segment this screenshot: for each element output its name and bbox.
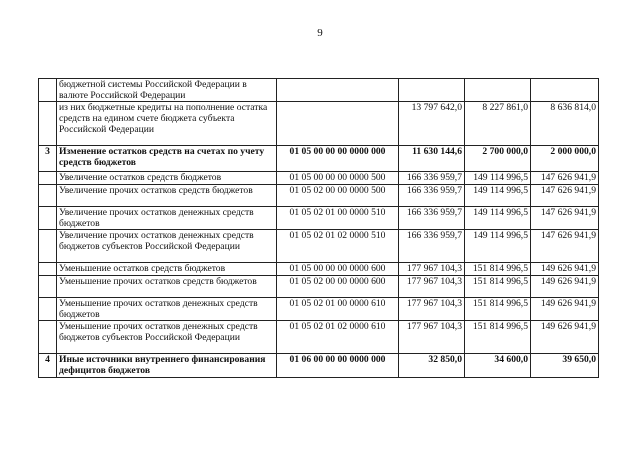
value-year2-cell: 151 814 996,5 [465,276,531,298]
budget-code-cell: 01 06 00 00 00 0000 000 [277,354,399,378]
value-year3-cell: 149 626 941,9 [531,276,599,298]
row-number-cell [39,102,57,146]
value-year1-cell: 166 336 959,7 [399,172,465,185]
value-year1-cell: 166 336 959,7 [399,230,465,263]
budget-code-cell: 01 05 02 00 00 0000 500 [277,185,399,207]
value-year1-cell: 177 967 104,3 [399,298,465,321]
page-number: 9 [317,27,323,39]
row-number-cell [39,321,57,354]
value-year3-cell: 147 626 941,9 [531,185,599,207]
table-row [39,298,599,321]
value-year2-cell: 151 814 996,5 [465,263,531,276]
row-name-cell: Увеличение прочих остатков денежных средств бюджетов субъектов Российской Федерации [57,230,277,263]
value-year3-cell: 147 626 941,9 [531,207,599,230]
value-year3-cell: 149 626 941,9 [531,263,599,276]
value-year1-cell: 166 336 959,7 [399,207,465,230]
table-row [39,354,599,378]
row-number-cell: 3 [39,146,57,172]
value-year3-cell: 149 626 941,9 [531,298,599,321]
row-name-cell: Увеличение остатков средств бюджетов [57,172,277,185]
row-name-cell: Увеличение прочих остатков средств бюджетов [57,185,277,207]
table-row [39,79,599,102]
value-year2-cell: 34 600,0 [465,354,531,378]
budget-code-cell: 01 05 00 00 00 0000 000 [277,146,399,172]
table-row [39,263,599,276]
table-row [39,207,599,230]
row-number-cell [39,263,57,276]
row-name-cell: Уменьшение прочих остатков средств бюджетов [57,276,277,298]
table-row [39,102,599,146]
value-year3-cell: 2 000 000,0 [531,146,599,172]
table-row [39,276,599,298]
row-name-cell: Иные источники внутреннего финансирования дефицитов бюджетов [57,354,277,378]
value-year1-cell: 11 630 144,6 [399,146,465,172]
value-year3-cell: 147 626 941,9 [531,172,599,185]
row-number-cell [39,185,57,207]
budget-code-cell [277,79,399,102]
row-number-cell [39,298,57,321]
row-name-cell: бюджетной системы Российской Федерации в валюте Российской Федерации [57,79,277,102]
row-number-cell: 4 [39,354,57,378]
value-year2-cell: 151 814 996,5 [465,321,531,354]
row-name-cell: Изменение остатков средств на счетах по учету средств бюджетов [57,146,277,172]
value-year2-cell: 151 814 996,5 [465,298,531,321]
value-year2-cell: 8 227 861,0 [465,102,531,146]
value-year1-cell [399,79,465,102]
value-year1-cell: 177 967 104,3 [399,276,465,298]
value-year3-cell: 147 626 941,9 [531,230,599,263]
row-name-cell: Уменьшение остатков средств бюджетов [57,263,277,276]
budget-code-cell: 01 05 02 01 00 0000 610 [277,298,399,321]
value-year1-cell: 177 967 104,3 [399,321,465,354]
budget-code-cell: 01 05 02 01 00 0000 510 [277,207,399,230]
table-row [39,185,599,207]
value-year2-cell: 2 700 000,0 [465,146,531,172]
budget-code-cell: 01 05 02 00 00 0000 600 [277,276,399,298]
table-row [39,146,599,172]
value-year1-cell: 177 967 104,3 [399,263,465,276]
value-year2-cell: 149 114 996,5 [465,172,531,185]
table-row [39,321,599,354]
budget-code-cell [277,102,399,146]
budget-code-cell: 01 05 00 00 00 0000 600 [277,263,399,276]
value-year1-cell: 32 850,0 [399,354,465,378]
value-year3-cell [531,79,599,102]
row-name-cell: Увеличение прочих остатков денежных средств бюджетов [57,207,277,230]
budget-sources-table [38,78,599,378]
value-year3-cell: 39 650,0 [531,354,599,378]
value-year1-cell: 166 336 959,7 [399,185,465,207]
row-number-cell [39,276,57,298]
value-year1-cell: 13 797 642,0 [399,102,465,146]
row-number-cell [39,79,57,102]
table-row [39,172,599,185]
value-year2-cell: 149 114 996,5 [465,185,531,207]
value-year2-cell [465,79,531,102]
row-name-cell: из них бюджетные кредиты на пополнение остатка средств на едином счете бюджета субъекта Российской Федерации [57,102,277,146]
row-number-cell [39,207,57,230]
budget-code-cell: 01 05 02 01 02 0000 610 [277,321,399,354]
table-row [39,230,599,263]
row-name-cell: Уменьшение прочих остатков денежных средств бюджетов субъектов Российской Федерации [57,321,277,354]
row-number-cell [39,172,57,185]
budget-code-cell: 01 05 02 01 02 0000 510 [277,230,399,263]
row-name-cell: Уменьшение прочих остатков денежных средств бюджетов [57,298,277,321]
budget-code-cell: 01 05 00 00 00 0000 500 [277,172,399,185]
value-year2-cell: 149 114 996,5 [465,207,531,230]
value-year2-cell: 149 114 996,5 [465,230,531,263]
value-year3-cell: 8 636 814,0 [531,102,599,146]
value-year3-cell: 149 626 941,9 [531,321,599,354]
row-number-cell [39,230,57,263]
